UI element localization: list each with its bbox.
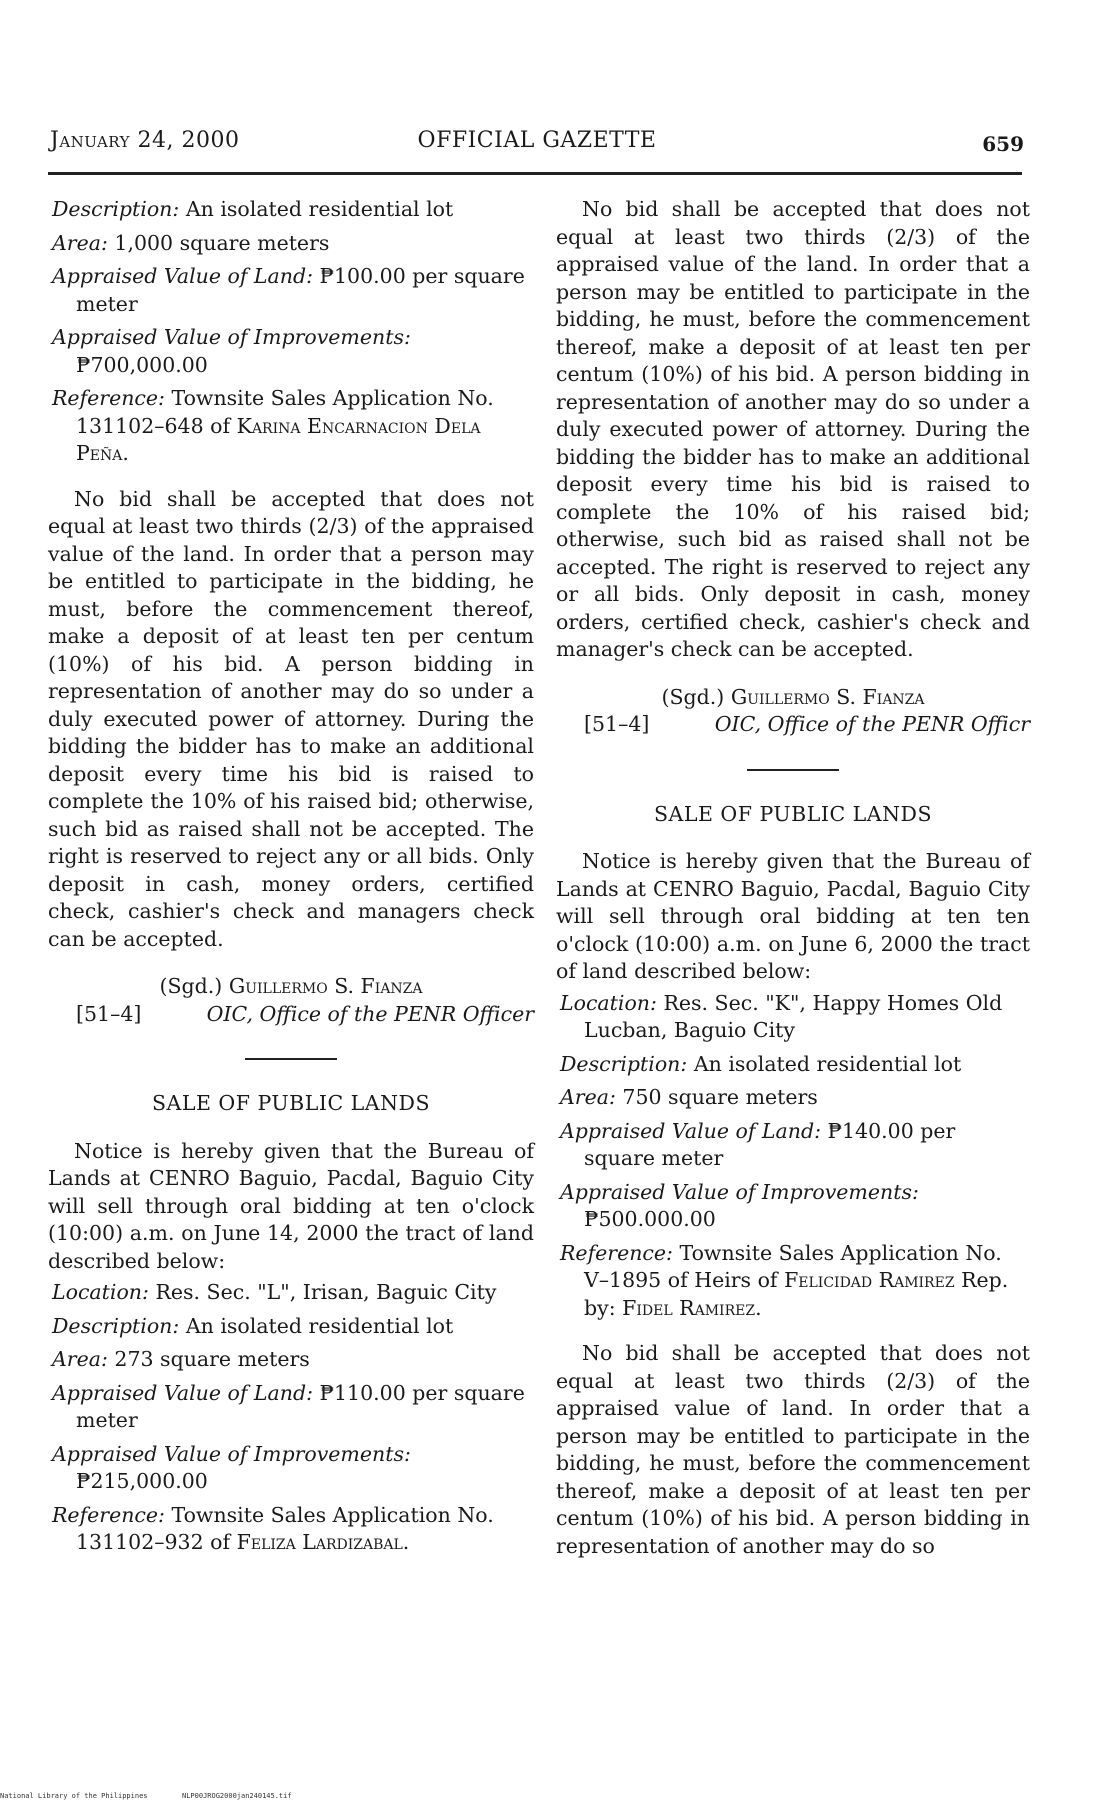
notice-paragraph: Notice is hereby given that the Bureau of Lands at CENRO Baguio, Pacdal, Baguio City will sell through oral bidding at ten ten o'clock (10:00) a.m. on June 6, 2000 the tract of land described below: [556, 849, 1030, 983]
signatory-name: Guillermo S. Fianza [730, 684, 925, 709]
lot3-area: Area: 750 square meters [560, 1085, 818, 1109]
signature-block: (Sgd.) Guillermo S. Fianza [51–4] OIC, Office of the PENR Officr [556, 684, 1030, 739]
section-title: SALE OF PUBLIC LANDS [653, 801, 932, 826]
header-rule [48, 172, 1022, 175]
bid-conditions-paragraph: No bid shall be accepted that does not equal at least two thirds (2/3) of the appraised value of the land. In order that a person may be entitled to participate in the bidding, he must, before the commencement thereof, make a deposit of at least ten per centum (10%) of his bid. A person bidding in representation of another may do so under a duly executed power of attorney. During the bidding the bidder has to make an additional deposit every time his bid is raised to complete the 10% of his raised bid; otherwise, such bid as raised shall not be accepted. The right is reserved to reject any or all bids. Only deposit in cash, money orders, certified check, cashier's check and managers check can be accepted. [48, 486, 534, 951]
lot2-area: Area: 273 square meters [52, 1347, 310, 1371]
notice-code: [51–4] [584, 712, 650, 736]
lot1-land-value: Appraised Value of Land: ₱100.00 per square meter [52, 264, 525, 316]
lot3-reference: Reference: Townsite Sales Application No. V–1895 of Heirs of Felicidad Ramirez Rep. by: Fidel Ramirez. [560, 1240, 1009, 1320]
bid-conditions-paragraph-2: No bid shall be accepted that does not equal at least two thirds (2/3) of the appraised value of land. In order that a person may be entitled to participate in the bidding, he must, before the commencement thereof, make a deposit of at least ten per centum (10%) of his bid. A person bidding in representation of another may do so [556, 1341, 1030, 1558]
lot1-improvements-value: Appraised Value of Improvements: ₱700,000.00 [52, 325, 411, 377]
signatory-name: Guillermo S. Fianza [228, 974, 423, 998]
scan-file-label: NLP00JROG2000jan240145.tif [182, 1792, 292, 1800]
lot2-improvements-value: Appraised Value of Improvements: ₱215,000.00 [52, 1441, 411, 1493]
lot3-land-value: Appraised Value of Land: ₱140.00 per square meter [560, 1118, 956, 1170]
bid-conditions-paragraph: No bid shall be accepted that does not equal at least two thirds (2/3) of the appraised value of the land. In order that a person may be entitled to participate in the bidding, he must, before the commencement thereof, make a deposit of at least ten per centum (10%) of his bid. A person bidding in representation of another may do so under a duly executed power of attorney. During the bidding the bidder has to make an additional deposit every time his bid is raised to complete the 10% of his raised bid; otherwise, such bid as raised shall not be accepted. The right is reserved to reject any or all bids. Only deposit in cash, money orders, certified check, cashier's check and manager's check can be accepted. [556, 197, 1030, 661]
section-title: SALE OF PUBLIC LANDS [151, 1091, 430, 1115]
signatory-office: OIC, Office of the PENR Officr [714, 712, 1030, 736]
lot3-description: Description: An isolated residential lot [560, 1051, 962, 1076]
lot2-reference: Reference: Townsite Sales Application No. 131102–932 of Feliza Lardizabal. [52, 1502, 494, 1554]
section-divider [747, 769, 839, 771]
lot1-description: Description: An isolated residential lot [52, 197, 454, 221]
scan-source-label: National Library of the Philippines [0, 1792, 148, 1800]
signatory-office: OIC, Office of the PENR Officer [206, 1001, 534, 1026]
lot1-area: Area: 1,000 square meters [52, 230, 330, 255]
right-column [556, 196, 1030, 1560]
lot2-description: Description: An isolated residential lot [52, 1313, 454, 1338]
lot1-reference: Reference: Townsite Sales Application No. 131102–648 of Karina Encarnacion Dela Peña. [52, 386, 494, 465]
page-header [50, 128, 1024, 162]
page-number: 659 [982, 132, 1024, 156]
header-date: January 24, 2000 [50, 128, 240, 153]
lot2-land-value: Appraised Value of Land: ₱110.00 per square meter [52, 1380, 525, 1432]
left-column [48, 196, 534, 1563]
section-divider [245, 1058, 337, 1060]
notice-code: [51–4] [76, 1001, 142, 1026]
lot2-location: Location: Res. Sec. "L", Irisan, Baguic City [52, 1280, 497, 1304]
notice-paragraph: Notice is hereby given that the Bureau of Lands at CENRO Baguio, Pacdal, Baguio City will sell through oral bidding at ten o'clock (10:00) a.m. on June 14, 2000 the tract of land described below: [48, 1138, 534, 1273]
header-title: OFFICIAL GAZETTE [417, 128, 657, 153]
signature-block: (Sgd.) Guillermo S. Fianza [51–4] OIC, Office of the PENR Officer [48, 973, 534, 1028]
lot3-improvements-value: Appraised Value of Improvements: ₱500.000.00 [560, 1179, 919, 1231]
lot3-location: Location: Res. Sec. "K", Happy Homes Old Lucban, Baguio City [560, 990, 1003, 1042]
